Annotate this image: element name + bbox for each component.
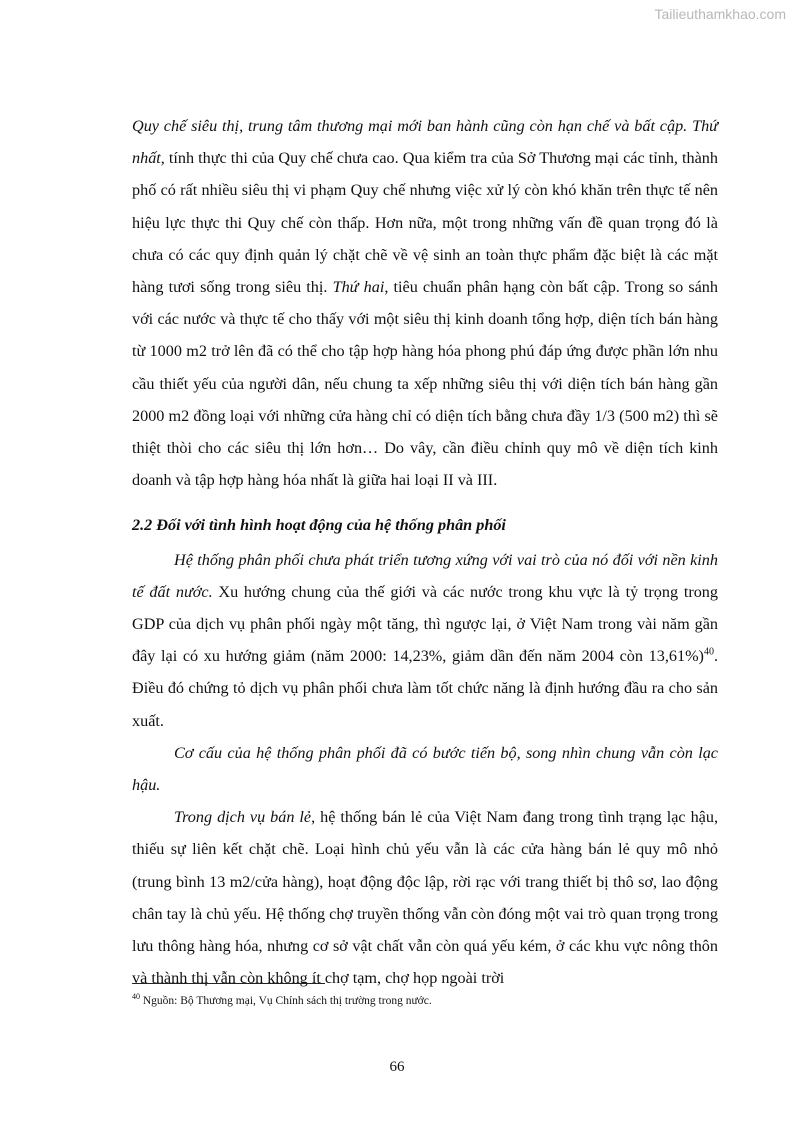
page-number: 66 — [389, 1059, 405, 1075]
footnote — [132, 992, 432, 1007]
paragraph-structure — [132, 737, 718, 801]
watermark: Tailieuthamkhao.com — [654, 6, 786, 22]
italic-lead: Quy chế siêu thị, trung tâm thương mại mới ban hành cũng còn hạn chế và bất cập. — [132, 117, 688, 135]
paragraph-regulation — [132, 110, 718, 496]
label-first: Thứ nhất — [132, 117, 718, 168]
label-second: Thứ hai — [332, 278, 385, 297]
paragraph-retail — [132, 801, 718, 994]
italic-text: Cơ cấu của hệ thống phân phối đã có bước tiến bộ, song nhìn chung vẫn còn lạc hậu. — [132, 743, 718, 795]
section-heading: 2.2 Đối với tình hình hoạt động của hệ thống phân phối — [132, 516, 506, 535]
paragraph-text: . Điều đó chứng tỏ dịch vụ phân phối chưa làm tốt chức năng là định hướng đầu ra cho sản xuất. — [132, 647, 718, 730]
paragraph-text: , tính thực thi của Quy chế chưa cao. Qua kiểm tra của Sở Thương mại các tỉnh, thành phố có rất nhiều siêu thị vi phạm Quy chế nhưng việc xử lý còn khó khăn trên thực tế nên hiệu lực thực thi Quy chế còn thấp. Hơn nữa, một trong những vấn đề quan trọng đó là chưa có các quy định quản lý chặt chẽ về vệ sinh an toàn thực phẩm đặc biệt là các mặt hàng tươi sống trong siêu thị. — [132, 149, 718, 297]
footnote-number: 40 — [132, 992, 140, 1002]
footnote-text: Nguồn: Bộ Thương mại, Vụ Chính sách thị trường trong nước. — [140, 995, 432, 1007]
paragraph-distribution — [132, 544, 718, 737]
paragraph-text: , tiêu chuẩn phân hạng còn bất cập. Trong so sánh với các nước và thực tế cho thấy với một siêu thị kinh doanh tổng hợp, diện tích bán hàng từ 1000 m2 trở lên đã có thể cho tập hợp hàng hóa phong phú đáp ứng được phần lớn nhu cầu thiết yếu của người dân, nếu chung ta xếp những siêu thị với diện tích bán hàng gần 2000 m2 đồng loại với những cửa hàng chỉ có diện tích bằng chưa đầy 1/3 (500 m2) thì sẽ thiệt thòi cho các siêu thị lớn hơn… Do vây, cần điều chỉnh quy mô về diện tích kinh doanh và tập hợp hàng hóa nhất là giữa hai loại II và III. — [132, 278, 718, 490]
italic-lead: Hệ thống phân phối chưa phát triển tương xứng với vai trò của nó đối với nền kinh tế đất nước. — [132, 550, 718, 601]
footnote-divider — [132, 983, 325, 984]
page-body — [132, 110, 718, 994]
italic-lead: Trong dịch vụ bán lẻ — [174, 808, 312, 827]
paragraph-text: , hệ thống bán lẻ của Việt Nam đang trong tình trạng lạc hậu, thiếu sự liên kết chặt chẽ. Loại hình chủ yếu vẫn là các cửa hàng bán lẻ quy mô nhỏ (trung bình 13 m2/cửa hàng), hoạt động độc lập, rời rạc với trang thiết bị thô sơ, lao động chân tay là chủ yếu. Hệ thống chợ truyền thống vẫn còn đóng một vai trò quan trọng trong lưu thông hàng hóa, nhưng cơ sở vật chất vẫn còn quá yếu kém, ở các khu vực nông thôn và thành thị vẫn còn không ít chợ tạm, chợ họp ngoài trời — [132, 808, 718, 988]
footnote-ref: 40 — [703, 646, 714, 658]
paragraph-text: Xu hướng chung của thế giới và các nước trong khu vực là tỷ trọng trong GDP của dịch vụ phân phối ngày một tăng, thì ngược lại, ở Việt Nam trong vài năm gần đây lại có xu hướng giảm (năm 2000: 14,23%, giảm dần đến năm 2004 còn 13,61%) — [132, 582, 718, 666]
